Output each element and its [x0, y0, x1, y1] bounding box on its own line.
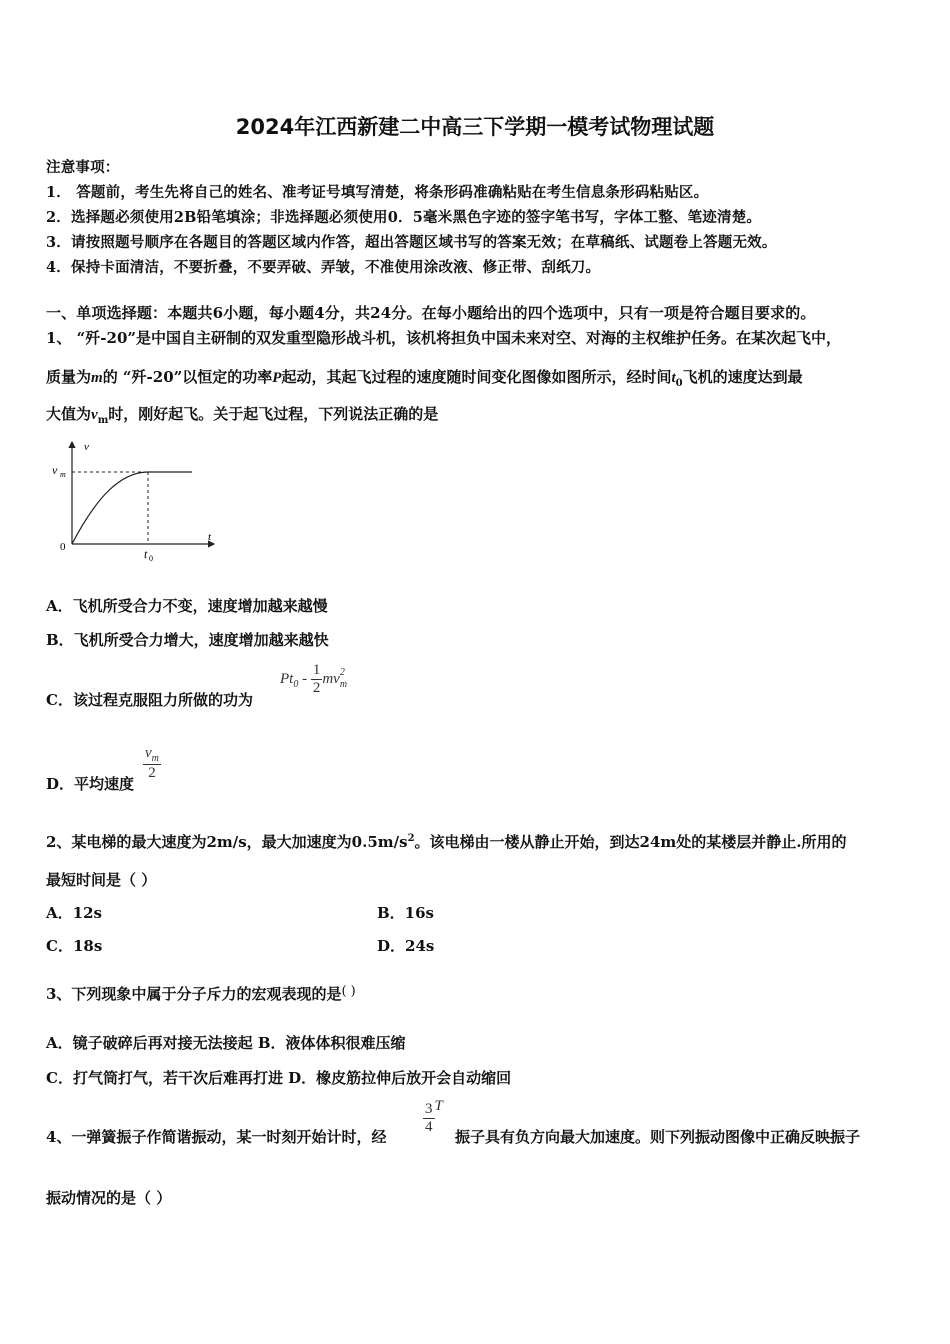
notice-heading: 注意事项：: [46, 159, 120, 176]
q2-stem-line2: 最短时间是（ ）: [46, 871, 157, 889]
q3-stem: 3、下列现象中属于分子斥力的宏观表现的是( ): [46, 984, 356, 1003]
q2-option-c: C．18s: [46, 937, 103, 955]
x-axis-label: t: [208, 531, 212, 543]
q1-option-d-formula: $\frac{v_m}{2}$: [145, 745, 159, 781]
notice-item: 1． 答题前，考生先将自己的姓名、准考证号填写清楚，将条形码准确粘贴在考生信息条形码粘贴区。: [46, 184, 709, 201]
notice-item: 2．选择题必须使用2B铅笔填涂；非选择题必须使用0．5毫米黑色字迹的签字笔书写，字体工整、笔迹清楚。: [46, 209, 762, 226]
q1-option-a: A．飞机所受合力不变，速度增加越来越慢: [46, 597, 328, 615]
q2-option-b: B．16s: [377, 904, 434, 922]
q2-stem-line1: 2、某电梯的最大速度为2m/s，最大加速度为$0.5m/s^2$。该电梯由一楼从静止开始，到达24m处的某楼层并静止.所用的: [46, 833, 847, 851]
t0-label: t: [144, 547, 148, 561]
q1-option-c-formula: $Pt_0$ - $\frac{1}{2}$ $mv^2_m$: [280, 662, 348, 696]
q1-option-c: C．该过程克服阻力所做的功为: [46, 691, 253, 709]
vm-label: v: [52, 463, 58, 477]
vm-label-sub: m: [60, 470, 66, 479]
q4-stem-line1a: 4、一弹簧振子作简谐振动，某一时刻开始计时，经: [46, 1128, 387, 1146]
q1-option-d: D．平均速度: [46, 775, 135, 793]
velocity-curve: [72, 472, 148, 544]
q2-option-a: A．12s: [46, 904, 102, 922]
q4-fraction: $\frac{3}{4}$ T: [425, 1097, 443, 1135]
origin-label: 0: [60, 541, 66, 553]
t0-label-sub: 0: [149, 554, 153, 563]
page-title: 2024年江西新建二中高三下学期一模考试物理试题: [235, 115, 715, 139]
notice-item: 3．请按照题号顺序在各题目的答题区域内作答，超出答题区域书写的答案无效；在草稿纸、试题卷上答题无效。: [46, 234, 777, 251]
q2-option-d: D．24s: [377, 937, 435, 955]
section-heading: 一、单项选择题：本题共6小题，每小题4分，共24分。在每小题给出的四个选项中，只有一项是符合题目要求的。: [46, 304, 816, 322]
q1-stem-line3: 大值为$v_m$时，刚好起飞。关于起飞过程，下列说法正确的是: [46, 405, 439, 426]
velocity-time-graph: [48, 436, 228, 564]
q1-option-b: B．飞机所受合力增大，速度增加越来越快: [46, 631, 329, 649]
q3-options-cd: C．打气筒打气，若干次后难再打进 D．橡皮筋拉伸后放开会自动缩回: [46, 1069, 512, 1087]
q3-options-ab: A．镜子破碎后再对接无法接起 B．液体体积很难压缩: [46, 1034, 406, 1052]
q4-stem-line1b: 振子具有负方向最大加速度。则下列振动图像中正确反映振子: [455, 1128, 861, 1146]
q4-stem-line2: 振动情况的是（ ）: [46, 1189, 172, 1207]
y-axis-label: v: [84, 441, 89, 453]
notice-item: 4．保持卡面清洁，不要折叠，不要弄破、弄皱，不准使用涂改液、修正带、刮纸刀。: [46, 259, 601, 276]
q1-stem-line1: 1、 “歼-20”是中国自主研制的双发重型隐形战斗机，该机将担负中国未来对空、对海的主权维护任务。在某次起飞中，: [46, 329, 842, 347]
q1-stem-line2: 质量为m的 “歼-20”以恒定的功率P起动，其起飞过程的速度随时间变化图像如图所示，经时间$t_0$飞机的速度达到最: [46, 368, 803, 389]
